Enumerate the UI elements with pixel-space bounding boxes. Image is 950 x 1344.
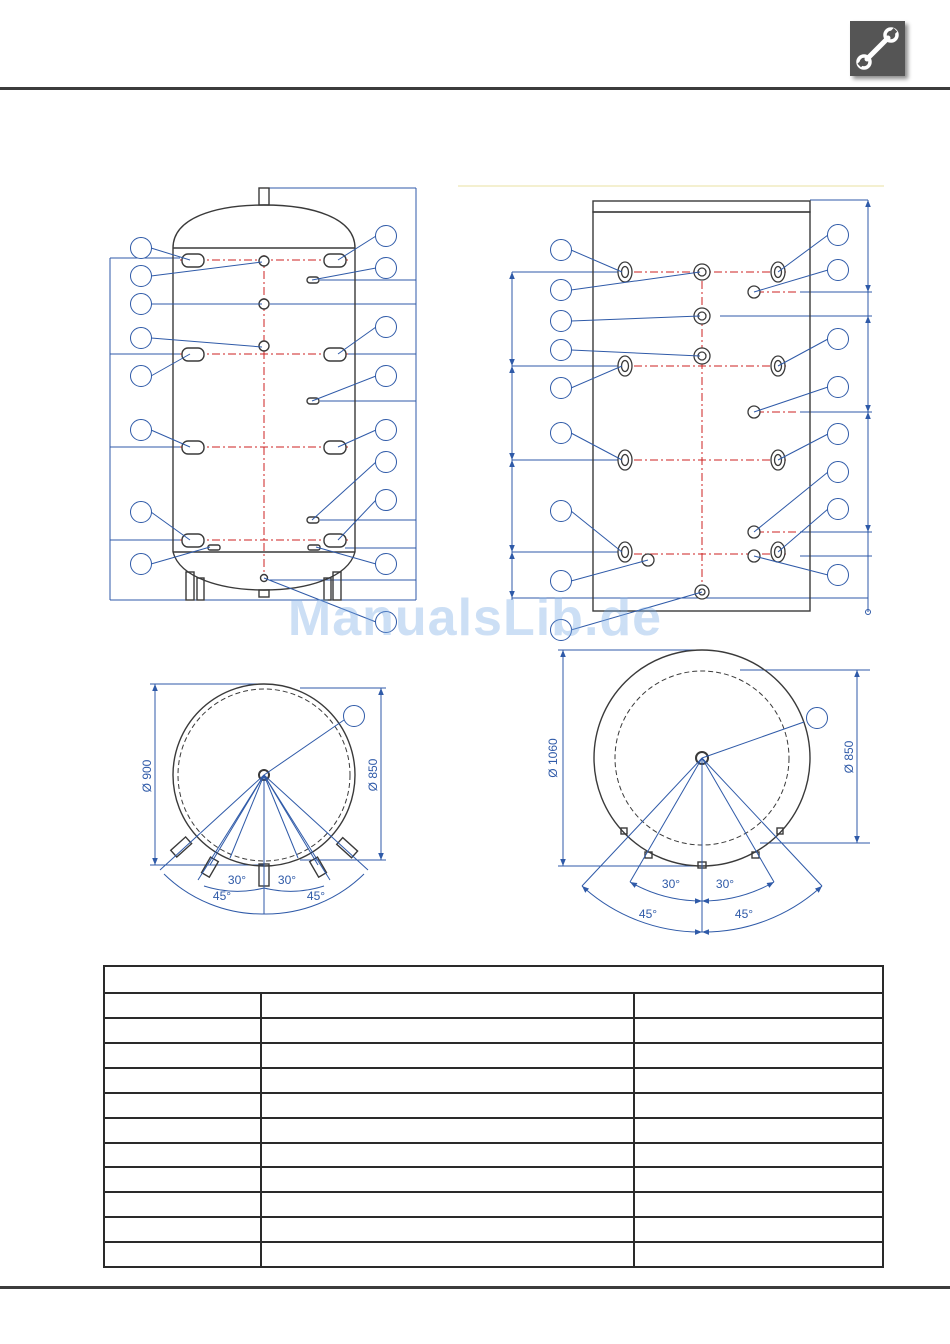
table-cell (261, 1242, 634, 1267)
table-cell (104, 1093, 261, 1118)
table-row (104, 1018, 883, 1043)
right-angle-outer-left: 45° (638, 907, 658, 921)
table-cell (634, 1093, 883, 1118)
table-cell (104, 1043, 261, 1068)
table-header-row (104, 966, 883, 993)
table-cell (104, 1217, 261, 1242)
table-cell (261, 1018, 634, 1043)
table-row (104, 1242, 883, 1267)
table-cell (261, 1217, 634, 1242)
table-cell (104, 1018, 261, 1043)
left-outer-diameter: Ø 900 (140, 759, 154, 793)
table-row (104, 1093, 883, 1118)
right-angle-outer-right: 45° (734, 907, 754, 921)
table-row (104, 1043, 883, 1068)
table-cell (634, 1068, 883, 1093)
left-tank-elevation (110, 188, 416, 633)
spec-table (103, 965, 884, 1268)
left-tank-plan (140, 684, 386, 914)
table-cell (261, 1143, 634, 1168)
right-tank-plan (546, 650, 870, 932)
table-cell (634, 1143, 883, 1168)
table-row (104, 1068, 883, 1093)
table-row (104, 1217, 883, 1242)
left-angle-outer-right: 45° (306, 889, 326, 903)
table-cell (261, 1192, 634, 1217)
table-cell (104, 966, 261, 993)
table-cell (634, 1167, 883, 1192)
left-angle-inner-right: 30° (277, 873, 297, 887)
left-plan-labels (140, 758, 380, 903)
right-angle-inner-left: 30° (661, 877, 681, 891)
left-plan-angles (160, 706, 368, 915)
table-cell (261, 1118, 634, 1143)
table-cell (261, 993, 634, 1018)
table-cell (634, 1018, 883, 1043)
table-cell (104, 993, 261, 1018)
table-cell (634, 1043, 883, 1068)
left-inner-diameter: Ø 850 (366, 758, 380, 792)
table-cell (104, 1118, 261, 1143)
table-cell (104, 1192, 261, 1217)
right-tank-elevation (458, 186, 884, 641)
right-plan-dimensions (558, 650, 870, 866)
table-cell (634, 1217, 883, 1242)
table-cell (634, 993, 883, 1018)
table-cell (634, 1192, 883, 1217)
right-angle-inner-right: 30° (715, 877, 735, 891)
table-cell (261, 1167, 634, 1192)
table-row (104, 1167, 883, 1192)
right-elevation-dimensions (512, 200, 872, 615)
left-angle-inner-left: 30° (227, 873, 247, 887)
left-angle-outer-left: 45° (212, 889, 232, 903)
table-cell (634, 1242, 883, 1267)
table-row (104, 1192, 883, 1217)
right-inner-diameter: Ø 850 (842, 740, 856, 774)
table-cell (261, 966, 883, 993)
right-outer-diameter: Ø 1060 (546, 738, 560, 778)
table-cell (104, 1143, 261, 1168)
table-row (104, 1118, 883, 1143)
table-cell (104, 1242, 261, 1267)
table-cell (104, 1167, 261, 1192)
table-cell (104, 1068, 261, 1093)
table-cell (261, 1093, 634, 1118)
watermark: ManualsLib.de (287, 589, 663, 647)
table-row (104, 993, 883, 1018)
footer-rule (0, 1286, 950, 1289)
table-cell (261, 1068, 634, 1093)
table-row (104, 1143, 883, 1168)
table-cell (261, 1043, 634, 1068)
right-callouts (551, 225, 849, 641)
table-cell (634, 1118, 883, 1143)
